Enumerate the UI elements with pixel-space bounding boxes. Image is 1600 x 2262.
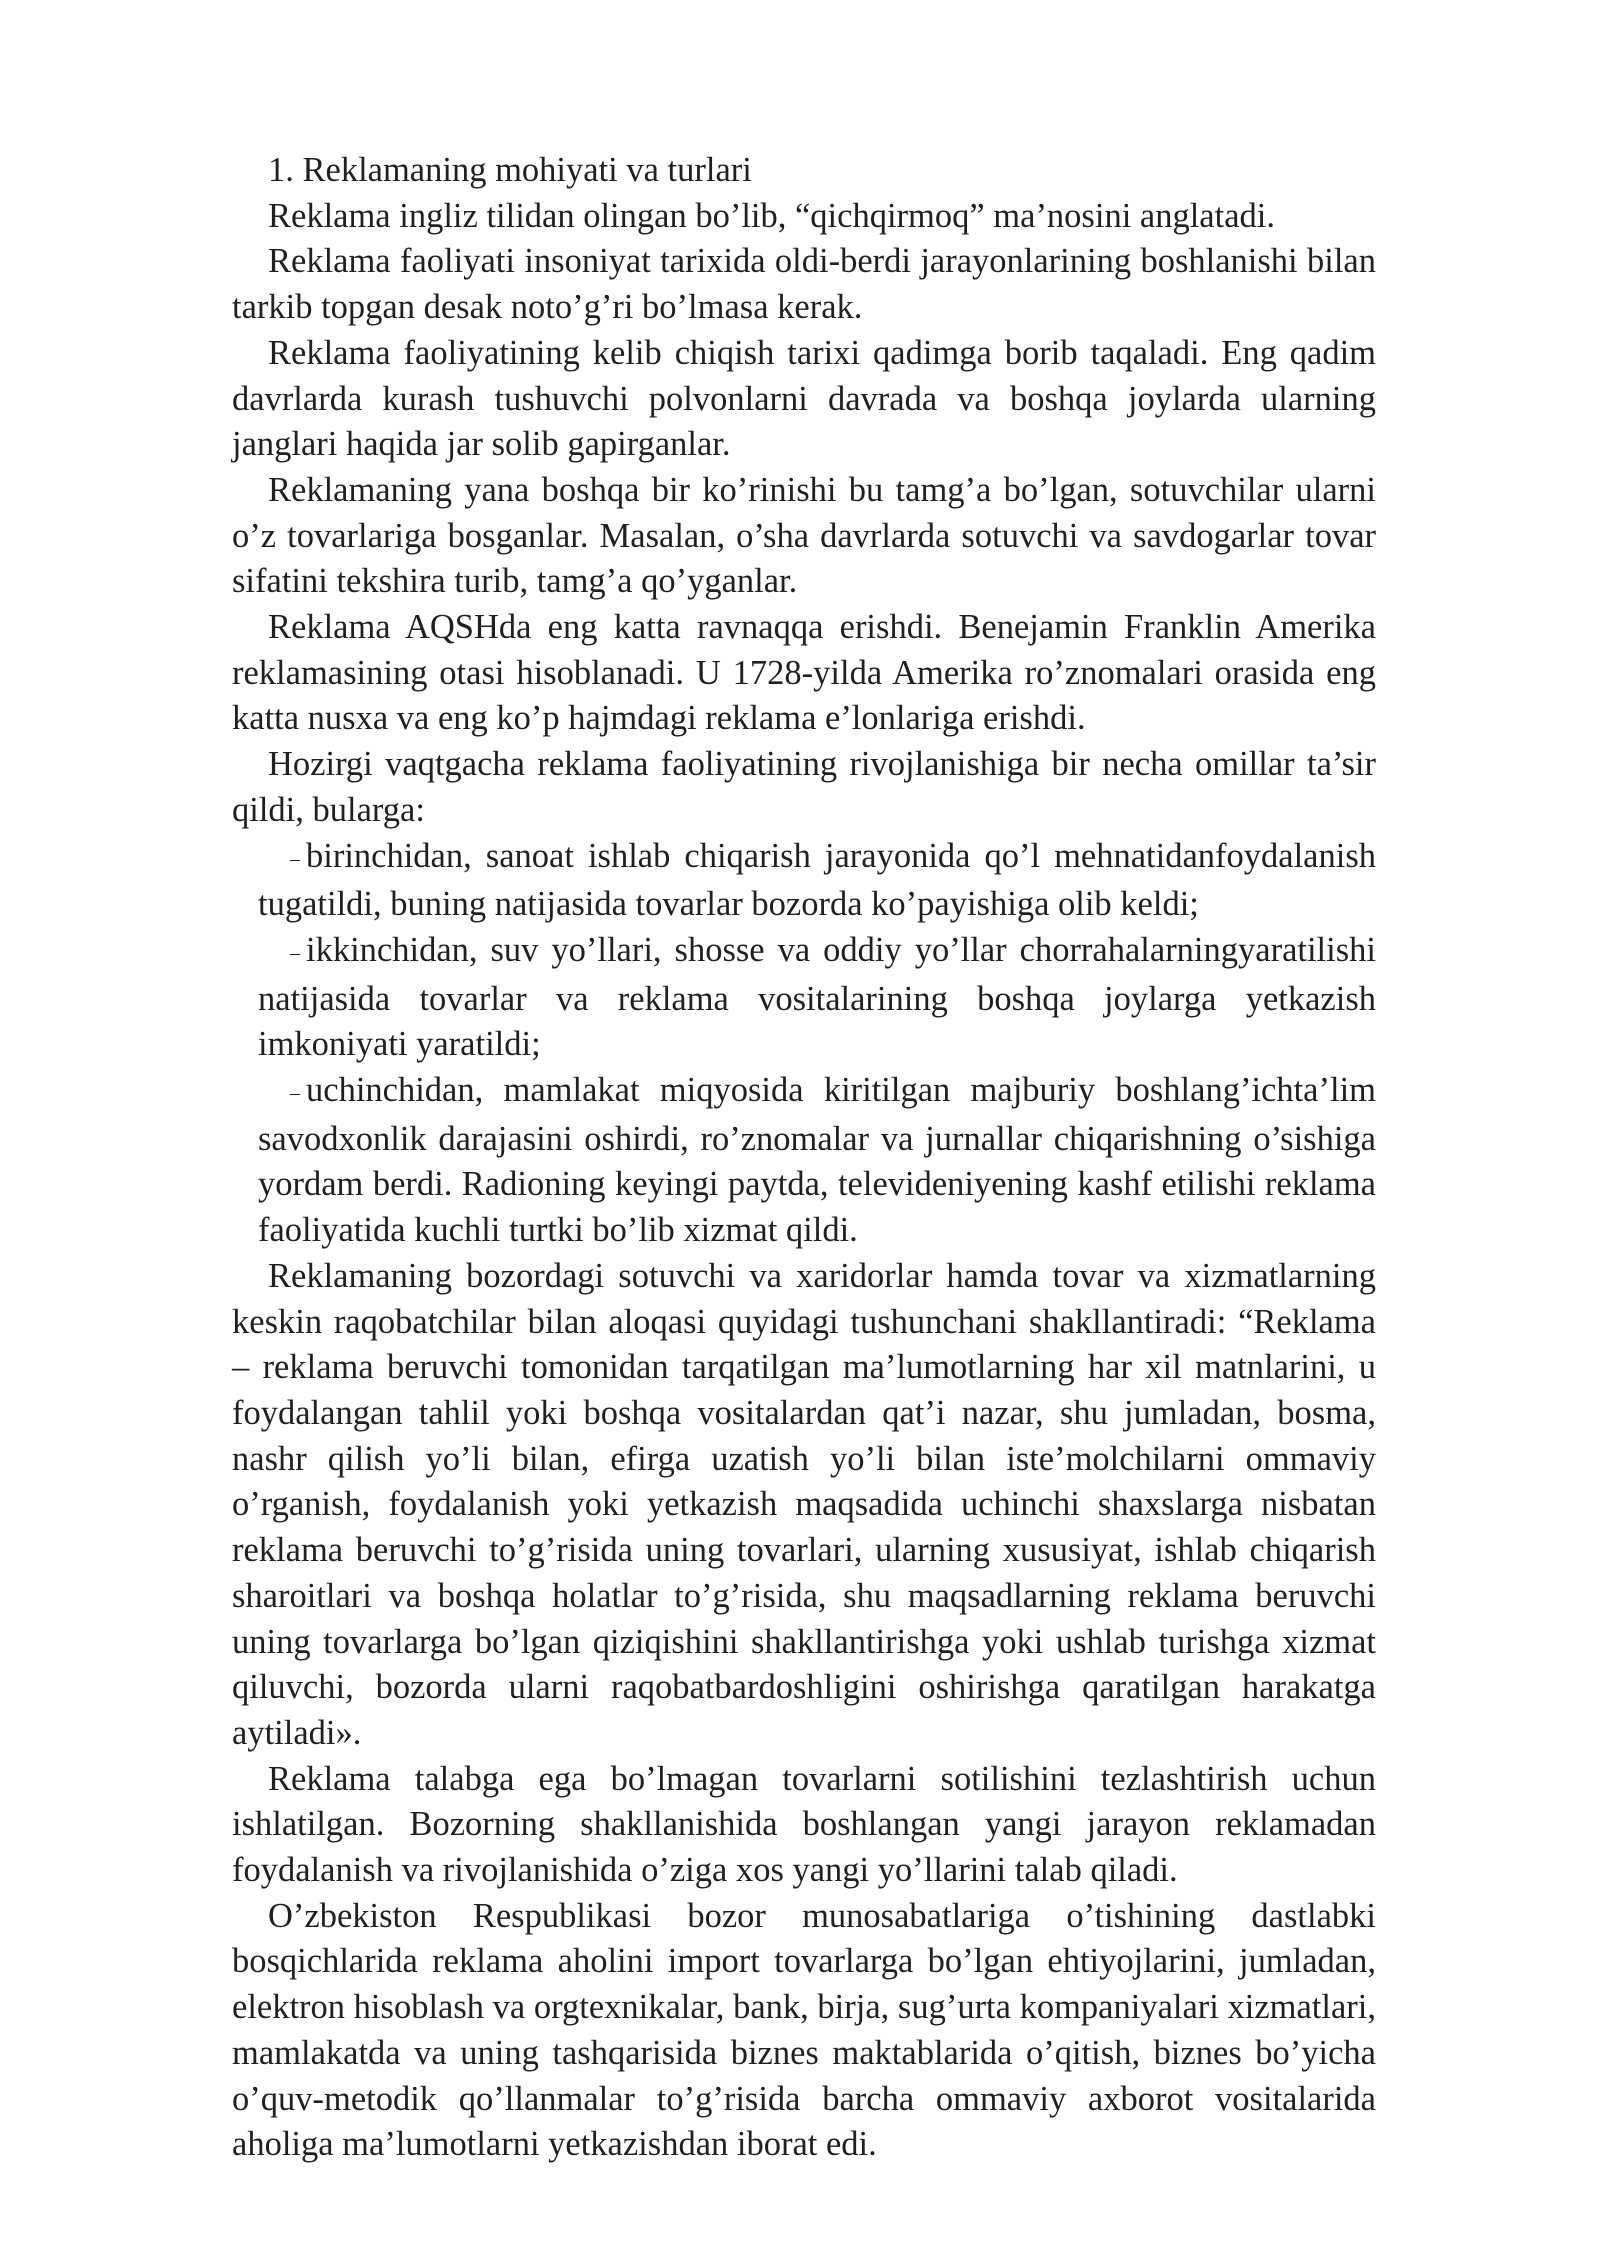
list-item — [258, 834, 1376, 928]
list-dash: – — [290, 1082, 300, 1105]
paragraph: Reklama AQSHda eng katta ravnaqqa erishdi. Benejamin Franklin Amerika reklamasining otasi hisoblanadi. U 1728-yilda Amerika ro’znomalari orasida eng katta nusxa va eng ko’p hajmdagi reklama e’lonlariga erishdi. — [232, 608, 1376, 738]
paragraph: Reklama faoliyatining kelib chiqish tarixi qadimga borib taqaladi. Eng qadim davrlarda kurash tushuvchi polvonlarni davrada va boshqa joylarda ularning janglari haqida jar solib gapirganlar. — [232, 333, 1376, 464]
list-item — [258, 928, 1376, 1068]
section-heading: 1. Reklamaning mohiyati va turlari — [268, 151, 752, 189]
paragraph: Reklamaning bozordagi sotuvchi va xaridorlar hamda tovar va xizmatlarning keskin raqobatchilar bilan aloqasi quyidagi tushunchani shakllantiradi: “Reklama – reklama beruvchi tomonidan tarqatilgan ma’lumotlarning har xil matnlarini, u foydalangan tahlil yoki boshqa vositalardan qat’i nazar, shu jumladan, bosma, nashr qilish yo’li bilan, efirga uzatish yo’li bilan iste’molchilarni ommaviy o’rganish, foydalanish yoki yetkazish maqsadida uchinchi shaxslarga nisbatan reklama beruvchi to’g’risida uning tovarlari, ularning xususiyat, ishlab chiqarish sharoitlari va boshqa holatlar to’g’risida, shu maqsadlarning reklama beruvchi uning tovarlarga bo’lgan qiziqishini shakllantirishga yoki ushlab turishga xizmat qiluvchi, bozorda ularni raqobatbardoshligini oshirishga qaratilgan harakatga aytiladi». — [232, 1256, 1376, 1752]
document-page — [232, 148, 1376, 2168]
list-item — [258, 1068, 1376, 1254]
list-item-text: ikkinchidan, suv yo’llari, shosse va oddiy yo’llar chorrahalarningyaratilishi natijasida tovarlar va reklama vositalarining boshqa joylarga yetkazish imkoniyati yaratildi; — [258, 930, 1376, 1064]
list-item-text: uchinchidan, mamlakat miqyosida kiritilgan majburiy boshlang’ichta’lim savodxonlik darajasini oshirdi, ro’znomalar va jurnallar chiqarishning o’sishiga yordam berdi. Radioning keyingi paytda, televideniyening kashf etilishi reklama faoliyatida kuchli turtki bo’lib xizmat qildi. — [258, 1071, 1376, 1250]
paragraph: Reklama faoliyati insoniyat tarixida oldi-berdi jarayonlarining boshlanishi bilan tarkib topgan desak noto’g’ri bo’lmasa kerak. — [232, 242, 1376, 327]
paragraph: Hozirgi vaqtgacha reklama faoliyatining rivojlanishiga bir necha omillar ta’sir qildi, bularga: — [232, 745, 1376, 829]
paragraph: Reklama talabga ega bo’lmagan tovarlarni sotilishini tezlashtirish uchun ishlatilgan. Bozorning shakllanishida boshlangan yangi jarayon reklamadan foydalanish va rivojlanishida o’ziga xos yangi yo’llarini talab qiladi. — [232, 1759, 1376, 1890]
list-dash: – — [290, 847, 300, 870]
paragraph: O’zbekiston Respublikasi bozor munosabatlariga o’tishining dastlabki bosqichlarida reklama aholini import tovarlarga bo’lgan ehtiyojlarini, jumladan, elektron hisoblash va orgtexnikalar, bank, birja, sug’urta kompaniyalari xizmatlari, mamlakatda va uning tashqarisida biznes maktablarida o’qitish, biznes bo’yicha o’quv-metodik qo’llanmalar to’g’risida barcha ommaviy axborot vositalarida aholiga ma’lumotlarni yetkazishdan iborat edi. — [232, 1896, 1376, 2164]
list-item-text: birinchidan, sanoat ishlab chiqarish jarayonida qo’l mehnatidanfoydalanish tugatildi, buning natijasida tovarlar bozorda ko’payishiga olib keldi; — [258, 836, 1376, 924]
list-dash: – — [290, 941, 300, 964]
paragraph: Reklama ingliz tilidan olingan bo’lib, “qichqirmoq” ma’nosini anglatadi. — [268, 196, 1275, 235]
paragraph: Reklamaning yana boshqa bir ko’rinishi bu tamg’a bo’lgan, sotuvchilar ularni o’z tovarlariga bosganlar. Masalan, o’sha davrlarda sotuvchi va savdogarlar tovar sifatini tekshira turib, tamg’a qo’yganlar. — [232, 470, 1376, 601]
